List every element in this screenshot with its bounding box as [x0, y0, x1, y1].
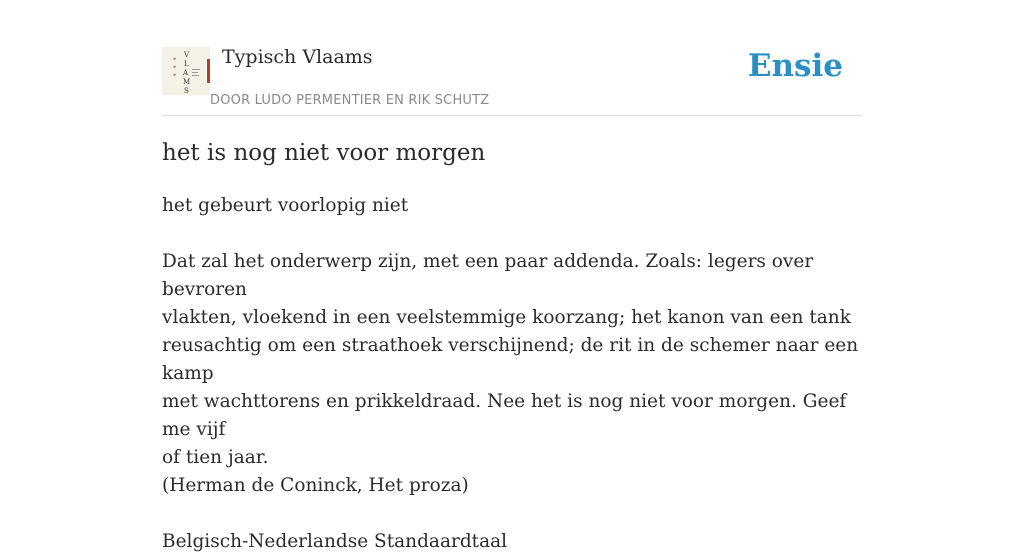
entry-citation: (Herman de Coninck, Het proza) — [162, 475, 469, 496]
entry-language-label: Belgisch-Nederlandse Standaardtaal — [162, 531, 508, 552]
entry-definition: het gebeurt voorlopig niet — [162, 195, 409, 216]
example-line: met wachttorens en prikkeldraad. Nee het is nog niet voor morgen. Geef me vijf — [162, 391, 847, 440]
svg-text:•: • — [173, 72, 177, 79]
entry-body — [162, 192, 862, 556]
book-title[interactable]: Typisch Vlaams — [222, 46, 373, 68]
example-line: vlakten, vloekend in een veelstemmige koorzang; het kanon van een tank — [162, 307, 851, 328]
book-cover-icon — [162, 47, 210, 95]
avatar-letter: L — [184, 60, 189, 68]
svg-text:•: • — [173, 56, 177, 63]
book-cover-avatar[interactable] — [162, 47, 210, 95]
ensie-logo-link[interactable]: Ensie — [747, 48, 843, 84]
spacer — [162, 220, 862, 248]
header — [162, 0, 862, 116]
avatar-letter: A — [183, 69, 189, 77]
avatar-letter: M — [183, 78, 191, 86]
spacer — [162, 500, 862, 528]
entry-example — [162, 248, 862, 472]
page-container — [162, 0, 862, 552]
example-line: Dat zal het onderwerp zijn, met een paar addenda. Zoals: legers over bevroren — [162, 251, 814, 300]
entry-title: het is nog niet voor morgen — [162, 140, 486, 166]
avatar-letter: S — [184, 87, 189, 95]
example-line: reusachtig om een straathoek verschijnend; de rit in de schemer naar een kamp — [162, 335, 859, 384]
svg-text:•: • — [173, 64, 177, 71]
book-authors: DOOR LUDO PERMENTIER EN RIK SCHUTZ — [210, 93, 490, 108]
avatar-letter: V — [184, 51, 190, 59]
example-line: of tien jaar. — [162, 447, 269, 468]
